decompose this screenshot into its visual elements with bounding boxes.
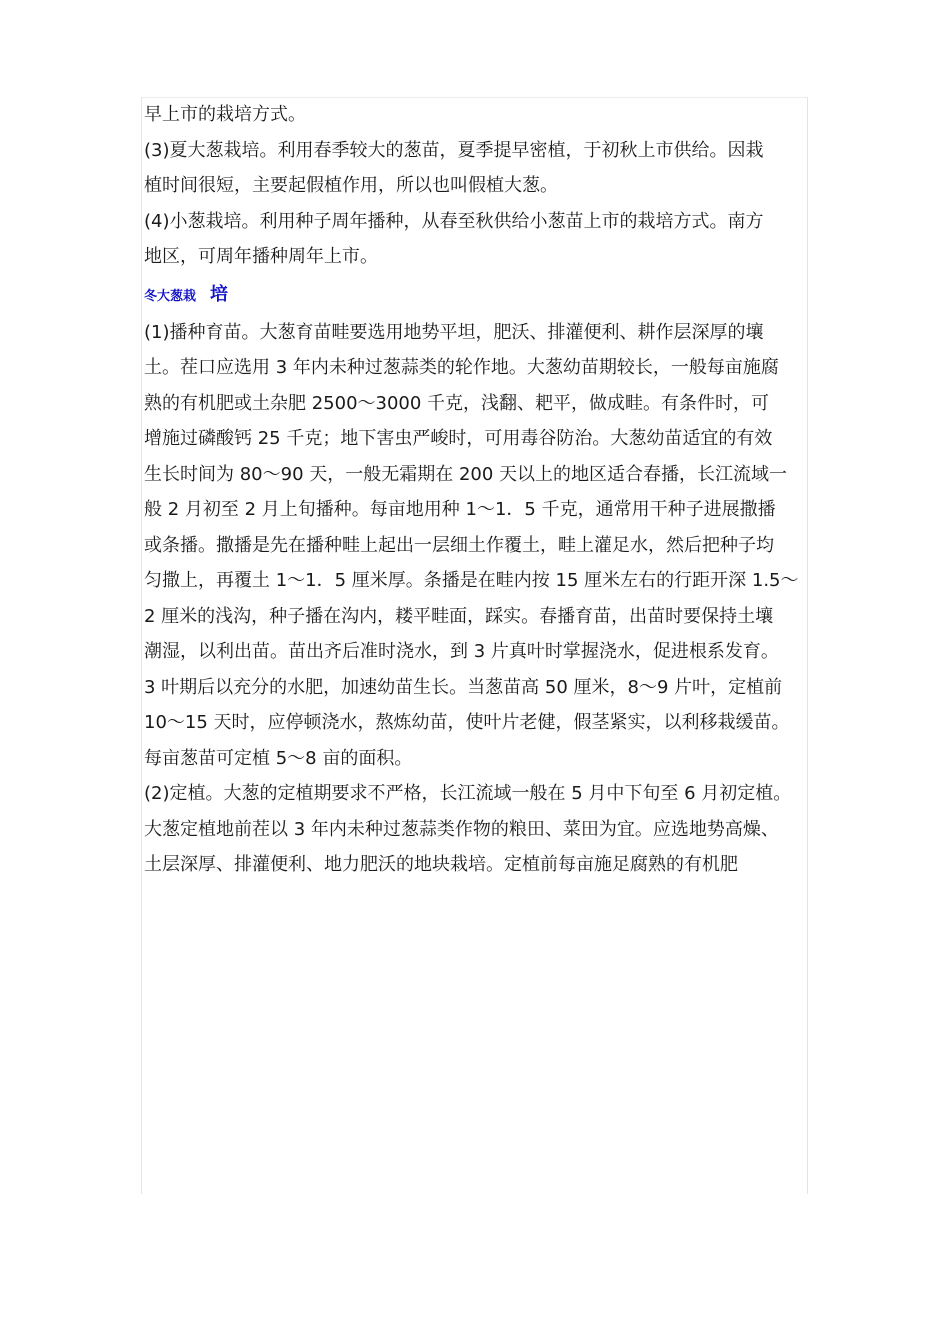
text-line: 生长时间为 80～90 天，一般无霜期在 200 天以上的地区适合春播，长江流域一 bbox=[144, 463, 788, 485]
text-line: (4)小葱栽培。利用种子周年播种，从春至秋供给小葱苗上市的栽培方式。南方 bbox=[144, 210, 764, 232]
section-heading-part2: 培 bbox=[210, 283, 229, 305]
text-line: 3 叶期后以充分的水肥，加速幼苗生长。当葱苗高 50 厘米，8～9 片叶，定植前 bbox=[144, 676, 783, 698]
document-body bbox=[144, 97, 824, 883]
text-line: (3)夏大葱栽培。利用春季较大的葱苗，夏季提早密植，于初秋上市供给。因栽 bbox=[144, 139, 764, 161]
text-line: 2 厘米的浅沟，种子播在沟内，耧平畦面，踩实。春播育苗，出苗时要保持土壤 bbox=[144, 605, 774, 627]
text-line: (1)播种育苗。大葱育苗畦要选用地势平坦，肥沃、排灌便利、耕作层深厚的壤 bbox=[144, 321, 764, 343]
text-line: 地区，可周年播种周年上市。 bbox=[144, 246, 378, 267]
section-heading bbox=[144, 275, 824, 315]
text-line: 土层深厚、排灌便利、地力肥沃的地块栽培。定植前每亩施足腐熟的有机肥 bbox=[144, 854, 738, 875]
text-line: (2)定植。大葱的定植期要求不严格，长江流域一般在 5 月中下旬至 6 月初定植。 bbox=[144, 783, 792, 804]
text-line: 潮湿，以利出苗。苗出齐后准时浇水，到 3 片真叶时掌握浇水，促进根系发育。 bbox=[144, 641, 779, 662]
text-line: 或条播。撒播是先在播种畦上起出一层细土作覆土，畦上灌足水，然后把种子均 bbox=[144, 534, 774, 556]
text-line: 早上市的栽培方式。 bbox=[144, 104, 306, 125]
text-line: 大葱定植地前茬以 3 年内未种过葱蒜类作物的粮田、菜田为宜。应选地势高燥、 bbox=[144, 818, 779, 840]
text-line: 般 2 月初至 2 月上旬播种。每亩地用种 1～1．5 千克，通常用干种子进展撒播 bbox=[144, 499, 776, 520]
text-line: 土。茬口应选用 3 年内未种过葱蒜类的轮作地。大葱幼苗期较长，一般每亩施腐 bbox=[144, 357, 779, 378]
text-line: 匀撒上，再覆土 1～1．5 厘米厚。条播是在畦内按 15 厘米左右的行距开深 1.5～ bbox=[144, 570, 799, 591]
text-line: 10～15 天时，应停顿浇水，熬炼幼苗，使叶片老健，假茎紧实，以利移栽缓苗。 bbox=[144, 712, 790, 733]
text-line: 每亩葱苗可定植 5～8 亩的面积。 bbox=[144, 747, 413, 769]
section-heading-part1: 冬大葱栽 bbox=[144, 288, 197, 304]
text-line: 增施过磷酸钙 25 千克；地下害虫严峻时，可用毒谷防治。大葱幼苗适宜的有效 bbox=[144, 428, 773, 449]
text-line: 熟的有机肥或土杂肥 2500～3000 千克，浅翻、耙平，做成畦。有条件时，可 bbox=[144, 392, 770, 414]
text-line: 植时间很短，主要起假植作用，所以也叫假植大葱。 bbox=[144, 175, 558, 196]
